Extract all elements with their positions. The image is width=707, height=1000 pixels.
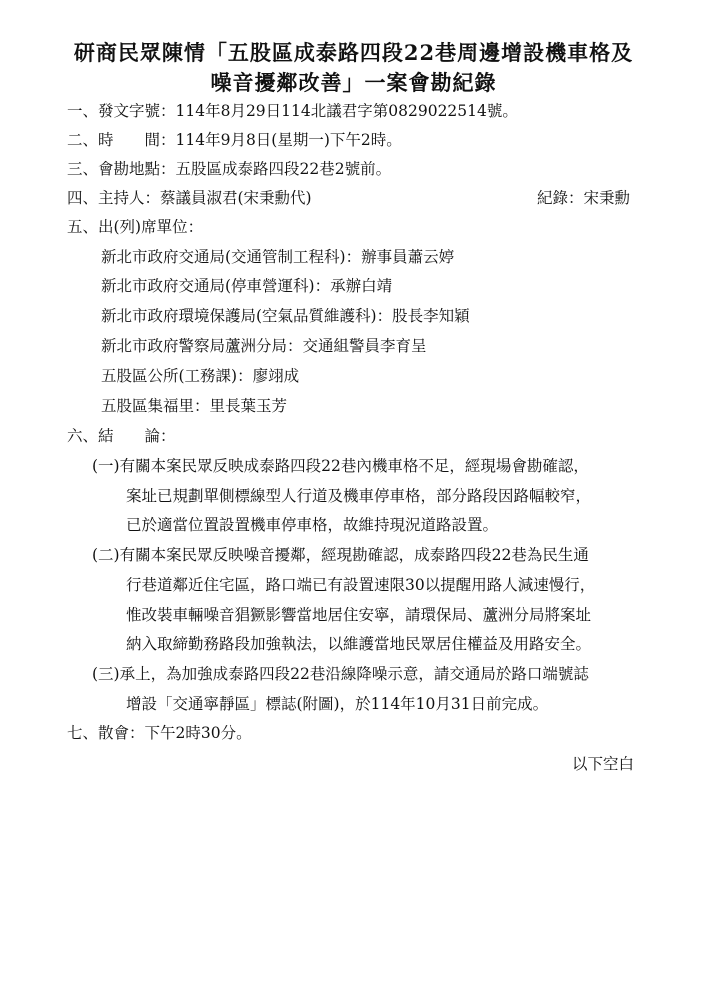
conclusion-3-line: 增設「交通寧靜區」標誌(附圖)，於114年10月31日前完成。: [126, 695, 549, 713]
attendee-line: 新北市政府環境保護局(空氣品質維護科)：股長李知穎: [101, 307, 470, 325]
conclusion-1-line: (一)有關本案民眾反映成泰路四段22巷內機車格不足，經現場會勘確認，: [92, 457, 589, 475]
attendee-line: 五股區集福里：里長葉玉芳: [101, 397, 288, 415]
item-host: 四、主持人：蔡議員淑君(宋秉勳代): [67, 189, 312, 207]
item-recorder: 紀錄：宋秉勳: [537, 189, 631, 207]
conclusion-1-line: 已於適當位置設置機車停車格，故維持現況道路設置。: [126, 516, 499, 534]
conclusion-2-line: 納入取締勤務路段加強執法，以維護當地民眾居住權益及用路安全。: [126, 635, 592, 653]
attendees-heading: 五、出(列)席單位：: [67, 218, 204, 236]
attendee-line: 新北市政府交通局(交通管制工程科)：辦事員蕭云婷: [101, 248, 455, 266]
item-doc-number: 一、發文字號：114年8月29日114北議君字第0829022514號。: [67, 102, 518, 120]
conclusion-3-line: (三)承上，為加強成泰路四段22巷沿線降噪示意，請交通局於路口端號誌: [92, 665, 589, 683]
attendee-line: 新北市政府警察局蘆洲分局：交通組警員李育呈: [101, 337, 427, 355]
conclusion-1-line: 案址已規劃單側標線型人行道及機車停車格，部分路段因路幅較窄，: [126, 487, 592, 505]
attendee-line: 五股區公所(工務課)：廖翊成: [101, 367, 300, 385]
item-place: 三、會勘地點：五股區成泰路四段22巷2號前。: [67, 160, 392, 178]
document-title-line-1: 研商民眾陳情「五股區成泰路四段22巷周邊增設機車格及: [73, 40, 634, 65]
attendee-line: 新北市政府交通局(停車營運科)：承辦白靖: [101, 277, 393, 295]
document-title-line-2: 噪音擾鄰改善」一案會勘紀錄: [210, 70, 497, 95]
blank-note: 以下空白: [572, 755, 635, 773]
item-adjourn: 七、散會：下午2時30分。: [67, 724, 252, 742]
conclusion-heading: 六、結 論：: [67, 427, 176, 445]
conclusion-2-line: 惟改裝車輛噪音猖獗影響當地居住安寧，請環保局、蘆洲分局將案址: [126, 606, 592, 624]
conclusion-2-line: 行巷道鄰近住宅區，路口端已有設置速限30以提醒用路人減速慢行，: [126, 576, 596, 594]
conclusion-2-line: (二)有關本案民眾反映噪音擾鄰，經現勘確認，成泰路四段22巷為民生通: [92, 546, 589, 564]
item-time: 二、時 間：114年9月8日(星期一)下午2時。: [67, 131, 402, 149]
